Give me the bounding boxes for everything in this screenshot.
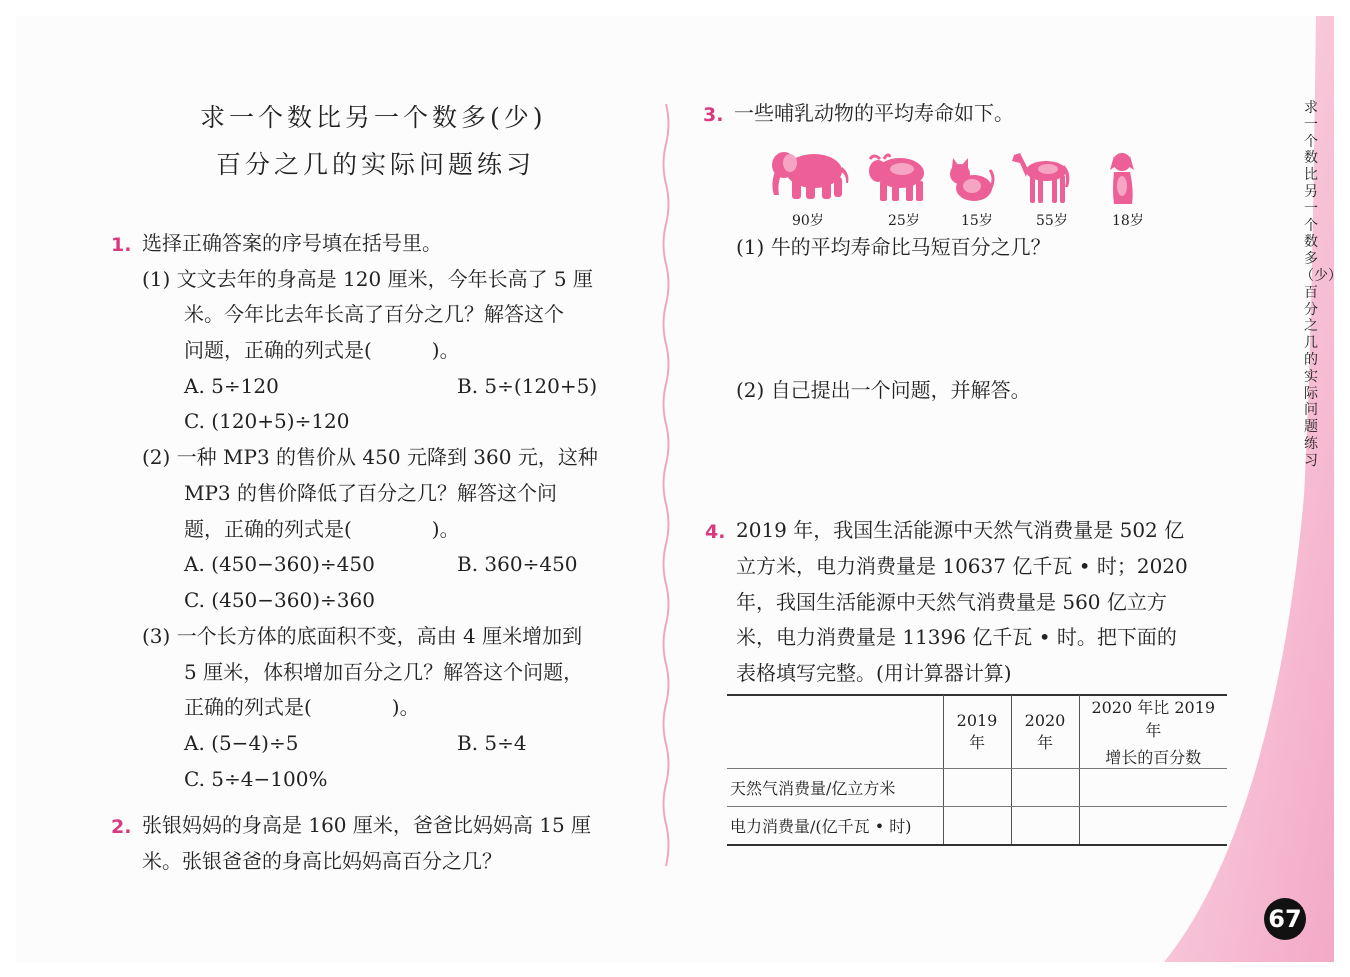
table-header-growth bbox=[1079, 695, 1227, 769]
elephant-icon bbox=[768, 145, 852, 203]
q1-s3-line1: (3) 一个长方体的底面积不变，高由 4 厘米增加到 bbox=[142, 624, 583, 648]
q1-s2-option-c: C. (450−360)÷360 bbox=[184, 588, 375, 612]
sidebar-chapter-title: 求一个数比另一个数多（少）百分之几的实际问题练习 bbox=[1300, 100, 1342, 469]
age-label-elephant: 90岁 bbox=[792, 213, 824, 229]
table-cell-gas-2019[interactable] bbox=[943, 769, 1011, 807]
age-label-ox: 25岁 bbox=[888, 213, 920, 229]
table-header-row bbox=[727, 695, 1227, 769]
ox-icon bbox=[866, 147, 928, 205]
q3-number: 3. bbox=[703, 104, 724, 126]
q1-number: 1. bbox=[111, 234, 132, 256]
q3-sub2: (2) 自己提出一个问题，并解答。 bbox=[736, 378, 1031, 402]
q1-s2-option-a: A. (450−360)÷450 bbox=[184, 552, 375, 576]
q1-s3-option-b: B. 5÷4 bbox=[457, 731, 527, 755]
q1-s1-line3: 问题，正确的列式是( )。 bbox=[184, 338, 460, 362]
table-cell-gas-2020[interactable] bbox=[1011, 769, 1079, 807]
table-row-label-gas: 天然气消费量/亿立方米 bbox=[727, 769, 943, 807]
q3-sub1: (1) 牛的平均寿命比马短百分之几？ bbox=[736, 235, 1051, 259]
column-divider bbox=[659, 104, 673, 866]
q1-s2-option-b: B. 360÷450 bbox=[457, 552, 578, 576]
table-cell-gas-growth[interactable] bbox=[1079, 769, 1227, 807]
q2-line1: 张银妈妈的身高是 160 厘米，爸爸比妈妈高 15 厘 bbox=[142, 813, 592, 837]
table-header-2020: 2020 年 bbox=[1011, 695, 1079, 769]
q1-s1-line1: (1) 文文去年的身高是 120 厘米，今年长高了 5 厘 bbox=[142, 267, 594, 291]
q1-s2-line1: (2) 一种 MP3 的售价从 450 元降到 360 元，这种 bbox=[142, 445, 598, 469]
table-corner-cell bbox=[727, 695, 943, 769]
q1-s1-option-b: B. 5÷(120+5) bbox=[457, 374, 598, 398]
q1-s3-option-a: A. (5−4)÷5 bbox=[184, 731, 299, 755]
dog-icon bbox=[1106, 150, 1140, 206]
q1-s1-option-a: A. 5÷120 bbox=[184, 374, 279, 398]
q4-number: 4. bbox=[705, 521, 726, 543]
table-cell-power-growth[interactable] bbox=[1079, 807, 1227, 846]
q1-s3-line2: 5 厘米，体积增加百分之几？解答这个问题， bbox=[184, 660, 584, 684]
table-row-label-power: 电力消费量/(亿千瓦 • 时) bbox=[727, 807, 943, 846]
page-number: 67 bbox=[1268, 905, 1302, 933]
cat-icon bbox=[946, 158, 996, 202]
table-cell-power-2020[interactable] bbox=[1011, 807, 1079, 846]
q1-s3-option-c: C. 5÷4−100% bbox=[184, 767, 328, 791]
age-label-cat: 15岁 bbox=[961, 213, 993, 229]
q4-line4: 米，电力消费量是 11396 亿千瓦 • 时。把下面的 bbox=[736, 625, 1177, 649]
table-header-2019: 2019 年 bbox=[943, 695, 1011, 769]
table-cell-power-2019[interactable] bbox=[943, 807, 1011, 846]
q4-line2: 立方米，电力消费量是 10637 亿千瓦 • 时；2020 bbox=[736, 554, 1188, 578]
q4-line5: 表格填写完整。(用计算器计算) bbox=[736, 661, 1012, 685]
q4-line1: 2019 年，我国生活能源中天然气消费量是 502 亿 bbox=[736, 518, 1185, 542]
energy-table bbox=[727, 695, 1227, 846]
q1-s3-line3: 正确的列式是( )。 bbox=[184, 695, 420, 719]
q1-s2-line3: 题，正确的列式是( )。 bbox=[184, 517, 460, 541]
page-title-line1: 求一个数比另一个数多(少) bbox=[200, 103, 547, 132]
table-header-growth-line1: 2020 年比 2019 年 bbox=[1091, 698, 1216, 740]
q2-number: 2. bbox=[111, 816, 132, 838]
table-row bbox=[727, 807, 1227, 846]
page-title-line2: 百分之几的实际问题练习 bbox=[216, 150, 536, 179]
q1-s1-option-c: C. (120+5)÷120 bbox=[184, 409, 350, 433]
q1-s2-line2: MP3 的售价降低了百分之几？解答这个问 bbox=[184, 481, 558, 505]
table-row bbox=[727, 769, 1227, 807]
table-header-growth-line2: 增长的百分数 bbox=[1105, 748, 1202, 767]
q4-line3: 年，我国生活能源中天然气消费量是 560 亿立方 bbox=[736, 590, 1167, 614]
q1-text: 选择正确答案的序号填在括号里。 bbox=[142, 231, 442, 255]
age-label-dog: 18岁 bbox=[1112, 213, 1144, 229]
q3-text: 一些哺乳动物的平均寿命如下。 bbox=[734, 101, 1014, 125]
q2-line2: 米。张银爸爸的身高比妈妈高百分之几？ bbox=[142, 849, 502, 873]
page-number-badge bbox=[1264, 898, 1306, 940]
age-label-horse: 55岁 bbox=[1036, 213, 1068, 229]
q1-s1-line2: 米。今年比去年长高了百分之几？解答这个 bbox=[184, 302, 564, 326]
horse-icon bbox=[1010, 147, 1072, 207]
